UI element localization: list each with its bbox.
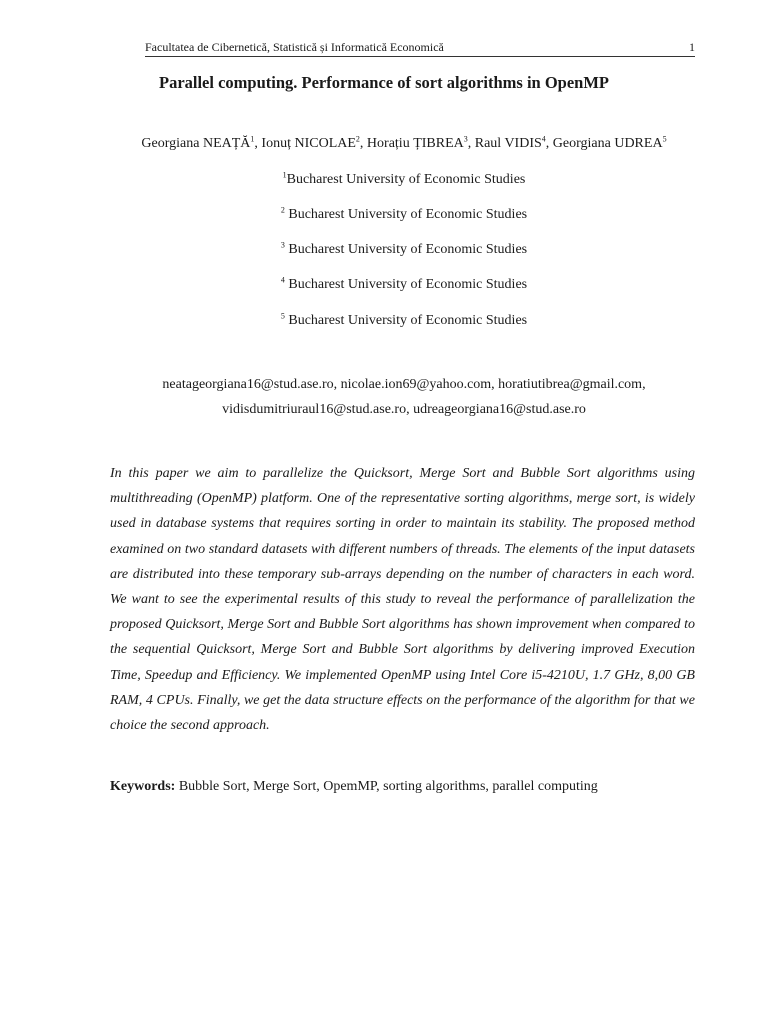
author-superscript: 4: [541, 134, 546, 144]
keywords: [110, 777, 695, 797]
author-emails: [0, 372, 768, 422]
affiliation: [0, 171, 768, 189]
affiliation-superscript: 1: [282, 170, 287, 180]
author-superscript: 1: [250, 134, 255, 144]
author-name: Georgiana NEAȚĂ: [141, 136, 251, 151]
email-line: vidisdumitriuraul16@stud.ase.ro, udreageorgiana16@stud.ase.ro: [222, 402, 586, 417]
author-superscript: 3: [463, 134, 468, 144]
affiliation-text: Bucharest University of Economic Studies: [284, 242, 528, 257]
abstract-text: In this paper we aim to parallelize the Quicksort, Merge Sort and Bubble Sort algorithms using multithreading (OpenMP) platform. One of the representative sorting algorithms, merge sort, is widely used in database systems that requires sorting in order to maintain its stability. The proposed method examined on two standard datasets with different numbers of threads. The elements of the input datasets are distributed into these temporary sub-arrays depending on the number of characters in each word. We want to see the experimental results of this study to reveal the performance of parallelization the proposed Quicksort, Merge Sort and Bubble Sort algorithms has shown improvement when compared to the sequential Quicksort, Merge Sort and Bubble Sort algorithms by delivering improved Execution Time, Speedup and Efficiency. We implemented OpenMP using Intel Core i5-4210U, 1.7 GHz, 8,00 GB RAM, 4 CPUs. Finally, we get the data structure effects on the performance of the algorithm for that we choice the second approach.: [110, 466, 695, 734]
affiliation-superscript: 5: [280, 311, 285, 321]
affiliation: [0, 241, 768, 259]
affiliation-superscript: 3: [280, 240, 285, 250]
affiliation-text: Bucharest University of Economic Studies: [284, 207, 528, 222]
affiliation-text: Bucharest University of Economic Studies: [286, 172, 526, 187]
affiliation-superscript: 2: [280, 205, 285, 215]
keywords-text: Bubble Sort, Merge Sort, OpemMP, sorting algorithms, parallel computing: [175, 779, 598, 794]
affiliation: [0, 312, 768, 330]
author-list: Georgiana NEAȚĂ$^1$, Ionuț NICOLAE$^2$, Horațiu ȚIBREA$^3$, Raul VIDIS$^4$, Georgiana UDREA$^5$: [141, 134, 667, 151]
author-name: Georgiana UDREA: [552, 136, 663, 151]
keywords-label: Keywords:: [110, 779, 176, 794]
page-number: 1: [689, 40, 695, 54]
affiliation-superscript: 4: [280, 275, 285, 285]
author-name: Ionuț NICOLAE: [261, 136, 356, 151]
running-header: [145, 40, 695, 57]
affiliation-text: Bucharest University of Economic Studies: [284, 313, 528, 328]
affiliation: [0, 276, 768, 294]
author-name: Horațiu ȚIBREA: [366, 136, 464, 151]
affiliation-text: Bucharest University of Economic Studies: [284, 277, 528, 292]
affiliation: [0, 206, 768, 224]
author-name: Raul VIDIS: [474, 136, 542, 151]
email-line: neatageorgiana16@stud.ase.ro, nicolae.ion69@yahoo.com, horatiutibrea@gmail.com,: [162, 377, 646, 392]
author-superscript: 5: [662, 134, 667, 144]
header-institution: Facultatea de Cibernetică, Statistică și Informatică Economică: [145, 40, 444, 54]
paper-title: Parallel computing. Performance of sort algorithms in OpenMP: [158, 73, 609, 92]
author-superscript: 2: [355, 134, 360, 144]
